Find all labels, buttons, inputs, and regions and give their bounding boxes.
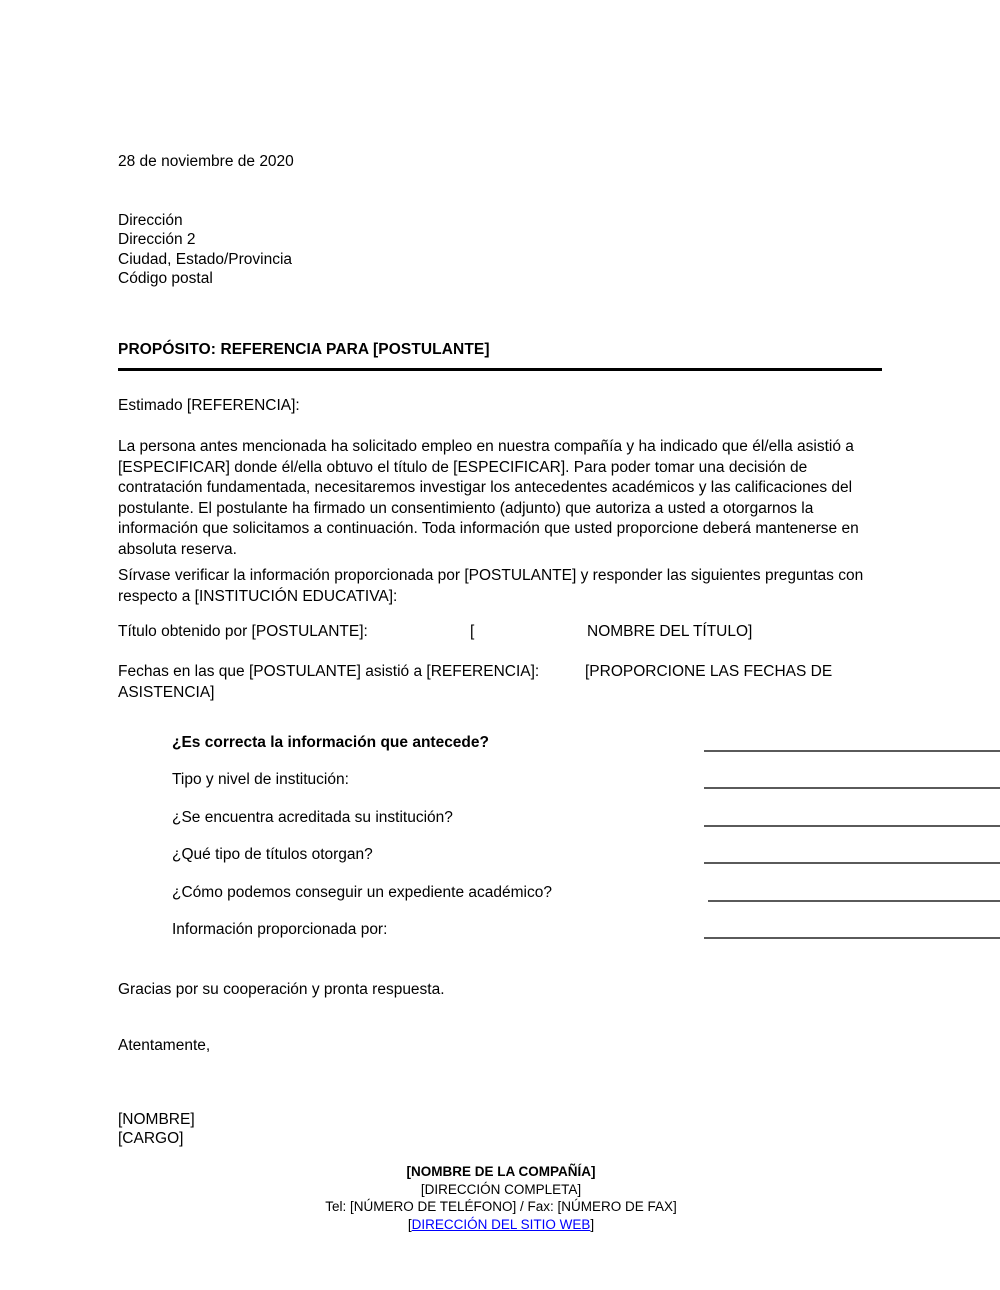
footer-website-link[interactable]: DIRECCIÓN DEL SITIO WEB [411, 1216, 591, 1232]
address-line-postal-code: Código postal [118, 269, 213, 287]
footer-company-name: [NOMBRE DE LA COMPAÑÍA] [406, 1164, 596, 1179]
footer-website-close-bracket: ] [590, 1216, 595, 1232]
question-row [172, 808, 886, 845]
field-degree-bracket: [ [470, 623, 475, 640]
answer-line-degree-types[interactable] [704, 862, 1000, 864]
answer-line-information-correct[interactable] [704, 750, 1000, 752]
page-footer [118, 1163, 884, 1233]
address-line-1: Dirección [118, 212, 183, 229]
footer-website-open-bracket: [ [407, 1216, 412, 1232]
signature-name: [NOMBRE] [118, 1111, 195, 1128]
question-row [172, 845, 886, 882]
field-degree-label: Título obtenido por [POSTULANTE]: [118, 623, 368, 640]
closing-thanks: Gracias por su cooperación y pronta respuesta. [118, 981, 445, 998]
footer-company-address: [DIRECCIÓN COMPLETA] [420, 1181, 582, 1197]
body-paragraph-1: La persona antes mencionada ha solicitado empleo en nuestra compañía y ha indicado que él/ella asistió a [ESPECIFICAR] donde él/ella obtuvo el título de [ESPECIFICAR]. Para poder tomar una decisión de contratación fundamentada, necesitaremos investigar los antecedentes académicos y las calificaciones del postulante. El postulante ha firmado un consentimiento (adjunto) que autoriza a usted a otorgarnos la información que solicitamos a continuación. Toda información que usted proporcione deberá mantenerse en absoluta reserva. [118, 438, 859, 558]
signature-title: [CARGO] [118, 1130, 184, 1148]
question-row [172, 883, 886, 920]
answer-line-accreditation[interactable] [704, 825, 1000, 827]
question-row [172, 770, 886, 807]
signature-block [118, 1110, 195, 1149]
question-row [172, 920, 886, 957]
question-label-information-correct: ¿Es correcta la información que antecede? [172, 734, 489, 751]
field-attendance-dates-label: Fechas en las que [POSTULANTE] asistió a [REFERENCIA]: [118, 663, 540, 680]
letter-date: 28 de noviembre de 2020 [118, 153, 294, 170]
subject-divider [118, 368, 882, 371]
subject-heading: PROPÓSITO: REFERENCIA PARA [POSTULANTE] [118, 341, 490, 358]
question-label-information-provided-by: Información proporcionada por: [172, 920, 388, 938]
address-line-city-state: Ciudad, Estado/Provincia [118, 250, 293, 268]
question-label-degree-types: ¿Qué tipo de títulos otorgan? [172, 846, 373, 864]
question-label-transcript: ¿Cómo podemos conseguir un expediente académico? [172, 883, 552, 901]
question-label-institution-type: Tipo y nivel de institución: [172, 771, 349, 789]
question-row [172, 733, 886, 770]
salutation: Estimado [REFERENCIA]: [118, 397, 300, 414]
answer-line-transcript[interactable] [708, 900, 1000, 902]
answer-line-institution-type[interactable] [704, 787, 1000, 789]
footer-website-line [118, 1216, 884, 1234]
address-line-2: Dirección 2 [118, 231, 196, 249]
footer-phone-fax: Tel: [NÚMERO DE TELÉFONO] / Fax: [NÚMERO DE FAX] [325, 1199, 677, 1214]
field-degree [118, 622, 886, 643]
recipient-address-block [118, 211, 292, 288]
closing-regards: Atentamente, [118, 1037, 211, 1054]
body-paragraph-2: Sírvase verificar la información proporcionada por [POSTULANTE] y responder las siguientes preguntas con respecto a [INSTITUCIÓN EDUCATIVA]: [118, 567, 864, 605]
field-degree-value: NOMBRE DEL TÍTULO] [587, 623, 753, 640]
field-attendance-dates [118, 662, 886, 703]
questions-list [172, 733, 886, 957]
field-attendance-dates-value: [PROPORCIONE LAS FECHAS DE ASISTENCIA] [118, 663, 833, 701]
answer-line-information-provided-by[interactable] [704, 937, 1000, 939]
question-label-accreditation: ¿Se encuentra acreditada su institución? [172, 808, 453, 826]
subject-section [118, 340, 884, 371]
